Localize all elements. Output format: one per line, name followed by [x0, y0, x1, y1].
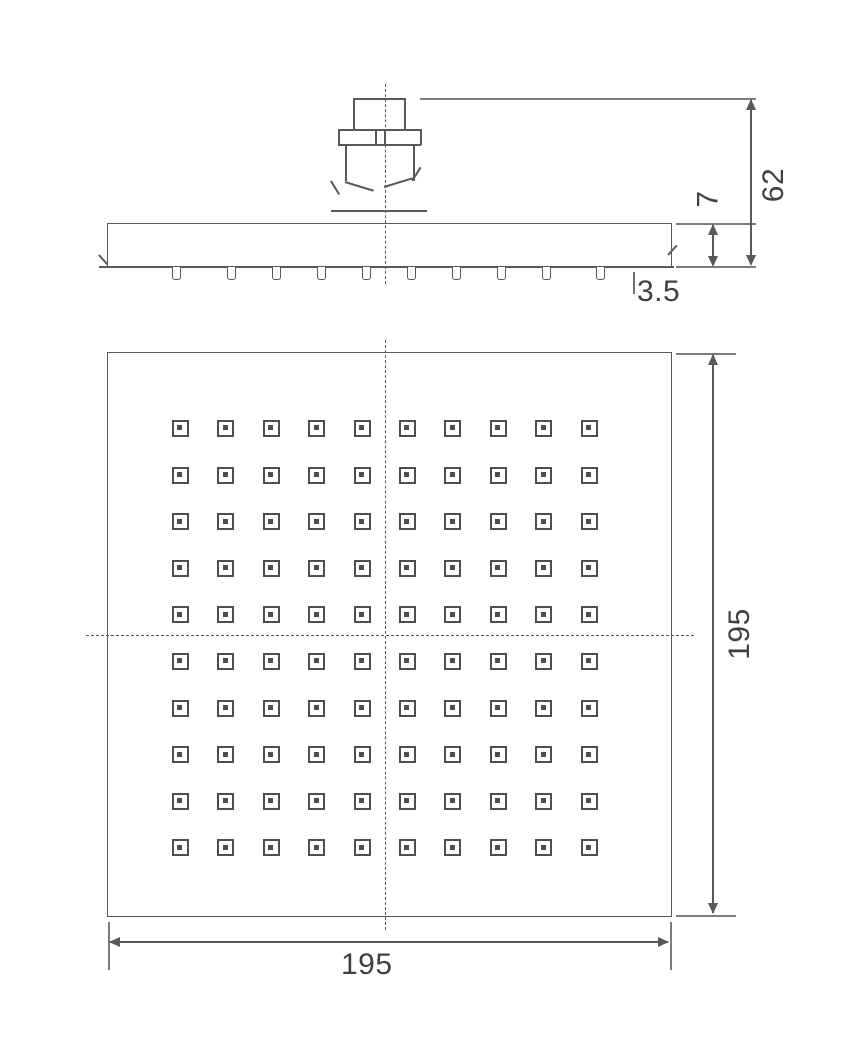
nozzle-center: [450, 752, 455, 757]
nozzle: [354, 560, 371, 577]
dim-label-nozzle-depth: 3.5: [637, 275, 681, 308]
nozzle: [263, 746, 280, 763]
nozzle: [263, 606, 280, 623]
nozzle-center: [495, 612, 500, 617]
stub-left-edge: [353, 98, 355, 130]
nozzle: [490, 793, 507, 810]
nozzle-tooth: [497, 267, 506, 280]
nozzle: [399, 606, 416, 623]
nozzle: [217, 700, 234, 717]
nozzle: [535, 839, 552, 856]
nozzle: [490, 746, 507, 763]
nozzle-center: [404, 565, 409, 570]
nozzle: [172, 839, 189, 856]
nozzle-center: [268, 658, 273, 663]
arrow-left-face-width: [109, 937, 120, 947]
nozzle: [535, 467, 552, 484]
nozzle-center: [177, 472, 182, 477]
neck-base-edge: [331, 210, 427, 212]
nozzle-center: [586, 658, 591, 663]
collar-inner-left: [375, 129, 377, 145]
extension-line-face-bottom: [676, 915, 736, 917]
nozzle: [308, 420, 325, 437]
arrow-up-plate-thickness: [708, 224, 718, 235]
nozzle: [172, 513, 189, 530]
nozzle-tooth: [452, 267, 461, 280]
nozzle: [399, 746, 416, 763]
nozzle: [217, 467, 234, 484]
nozzle: [399, 467, 416, 484]
side-view-center-line: [385, 84, 386, 284]
nozzle-center: [586, 565, 591, 570]
neck-flare-left: [330, 180, 340, 194]
plate-body-outline: [107, 223, 672, 267]
nozzle: [308, 560, 325, 577]
nozzle-center: [314, 519, 319, 524]
nozzle: [308, 793, 325, 810]
nozzle-center: [177, 705, 182, 710]
nozzle-tooth: [317, 267, 326, 280]
nozzle-center: [586, 705, 591, 710]
nozzle: [354, 606, 371, 623]
nozzle-tooth: [272, 267, 281, 280]
nozzle-center: [586, 425, 591, 430]
nozzle-center: [314, 565, 319, 570]
nozzle-tooth: [596, 267, 605, 280]
nozzle-center: [450, 658, 455, 663]
nozzle: [172, 420, 189, 437]
nozzle: [444, 420, 461, 437]
nozzle-center: [541, 705, 546, 710]
nozzle-center: [495, 752, 500, 757]
nozzle-center: [541, 798, 546, 803]
nozzle: [399, 560, 416, 577]
nozzle: [581, 839, 598, 856]
nozzle: [535, 653, 552, 670]
nozzle-center: [223, 425, 228, 430]
nozzle: [535, 746, 552, 763]
nozzle-center: [268, 425, 273, 430]
nozzle-center: [268, 845, 273, 850]
nozzle-center: [495, 705, 500, 710]
nozzle: [535, 560, 552, 577]
nozzle-tooth: [227, 267, 236, 280]
nozzle-center: [586, 845, 591, 850]
nozzle: [263, 793, 280, 810]
neck-taper-right: [384, 177, 413, 187]
nozzle-center: [359, 845, 364, 850]
nozzle-center: [450, 612, 455, 617]
nozzle: [490, 606, 507, 623]
collar-left-edge: [338, 129, 340, 145]
nozzle-center: [495, 472, 500, 477]
nozzle-center: [223, 472, 228, 477]
nozzle: [490, 839, 507, 856]
dim-label-face-width: 195: [341, 948, 393, 981]
nozzle-center: [268, 472, 273, 477]
nozzle: [535, 793, 552, 810]
nozzle-center: [314, 752, 319, 757]
nozzle: [490, 420, 507, 437]
nozzle-center: [586, 519, 591, 524]
nozzle-center: [223, 519, 228, 524]
arrow-down-face-height: [708, 903, 718, 914]
nozzle: [354, 467, 371, 484]
nozzle: [217, 420, 234, 437]
nozzle: [172, 746, 189, 763]
nozzle: [354, 513, 371, 530]
nozzle: [444, 606, 461, 623]
stub-top-edge: [353, 98, 406, 100]
nozzle-center: [541, 752, 546, 757]
nozzle: [444, 513, 461, 530]
nozzle: [399, 420, 416, 437]
nozzle-center: [495, 798, 500, 803]
nozzle-center: [359, 798, 364, 803]
nozzle: [354, 839, 371, 856]
nozzle-center: [177, 658, 182, 663]
nozzle-center: [495, 565, 500, 570]
nozzle: [172, 606, 189, 623]
nozzle-center: [404, 752, 409, 757]
leader-line-nozzle-depth: [633, 272, 635, 294]
nozzle-center: [359, 472, 364, 477]
nozzle-center: [223, 845, 228, 850]
nozzle: [354, 700, 371, 717]
nozzle: [217, 746, 234, 763]
side-elevation-view: [0, 0, 854, 330]
dim-label-plate-thickness: 7: [691, 190, 725, 208]
nozzle-center: [223, 798, 228, 803]
nozzle: [172, 560, 189, 577]
nozzle-center: [404, 425, 409, 430]
nozzle: [444, 653, 461, 670]
nozzle-center: [223, 612, 228, 617]
nozzle-center: [586, 612, 591, 617]
nozzle: [308, 653, 325, 670]
nozzle: [399, 793, 416, 810]
dim-line-face-width: [110, 941, 668, 943]
nozzle: [581, 560, 598, 577]
nozzle-center: [177, 425, 182, 430]
nozzle: [354, 746, 371, 763]
nozzle-center: [495, 519, 500, 524]
nozzle: [535, 700, 552, 717]
nozzle-center: [314, 472, 319, 477]
nozzle-center: [541, 425, 546, 430]
nozzle-center: [359, 705, 364, 710]
nozzle: [308, 746, 325, 763]
nozzle: [263, 700, 280, 717]
nozzle: [217, 606, 234, 623]
nozzle: [581, 420, 598, 437]
nozzle: [581, 746, 598, 763]
nozzle: [581, 700, 598, 717]
nozzle: [581, 513, 598, 530]
arrow-down-overall-height: [746, 255, 756, 266]
nozzle: [217, 560, 234, 577]
plate-bottom-face: [99, 266, 674, 268]
nozzle-center: [404, 519, 409, 524]
nozzle: [490, 560, 507, 577]
nozzle-center: [268, 612, 273, 617]
nozzle: [444, 839, 461, 856]
nozzle-center: [450, 565, 455, 570]
dim-line-face-height: [712, 355, 714, 913]
nozzle: [308, 467, 325, 484]
nozzle: [263, 467, 280, 484]
nozzle-center: [495, 425, 500, 430]
nozzle-center: [177, 519, 182, 524]
nozzle: [308, 700, 325, 717]
nozzle: [490, 653, 507, 670]
neck-left-upper: [345, 145, 347, 181]
nozzle: [581, 606, 598, 623]
dim-label-overall-height: 62: [757, 167, 791, 203]
nozzle: [399, 513, 416, 530]
dim-line-overall-height: [750, 100, 752, 264]
nozzle: [444, 700, 461, 717]
arrow-right-face-width: [658, 937, 669, 947]
nozzle-center: [268, 752, 273, 757]
nozzle: [490, 513, 507, 530]
nozzle-center: [541, 472, 546, 477]
nozzle-center: [541, 845, 546, 850]
nozzle-center: [177, 798, 182, 803]
nozzle-center: [268, 705, 273, 710]
nozzle: [354, 420, 371, 437]
nozzle: [581, 793, 598, 810]
nozzle: [354, 793, 371, 810]
nozzle-center: [450, 845, 455, 850]
nozzle-center: [404, 798, 409, 803]
nozzle: [535, 513, 552, 530]
nozzle-center: [541, 612, 546, 617]
nozzle-center: [404, 845, 409, 850]
nozzle: [490, 700, 507, 717]
nozzle-center: [359, 519, 364, 524]
collar-bottom-edge: [338, 144, 421, 146]
nozzle-center: [495, 658, 500, 663]
nozzle-center: [586, 752, 591, 757]
nozzle-center: [223, 658, 228, 663]
nozzle-center: [541, 658, 546, 663]
extension-line-face-top: [676, 353, 736, 355]
nozzle: [217, 653, 234, 670]
nozzle: [263, 653, 280, 670]
nozzle: [172, 653, 189, 670]
nozzle-center: [314, 658, 319, 663]
nozzle: [354, 653, 371, 670]
nozzle-center: [223, 565, 228, 570]
nozzle: [263, 420, 280, 437]
nozzle: [444, 793, 461, 810]
nozzle-tooth: [407, 267, 416, 280]
nozzle-center: [450, 705, 455, 710]
nozzle-center: [314, 845, 319, 850]
nozzle-center: [541, 519, 546, 524]
nozzle: [581, 653, 598, 670]
nozzle: [399, 700, 416, 717]
nozzle-center: [177, 752, 182, 757]
nozzle-center: [177, 612, 182, 617]
collar-right-edge: [420, 129, 422, 145]
nozzle-center: [450, 425, 455, 430]
nozzle-center: [541, 565, 546, 570]
nozzle: [308, 839, 325, 856]
nozzle-center: [450, 472, 455, 477]
nozzle: [444, 560, 461, 577]
neck-taper-left: [345, 181, 374, 191]
nozzle-center: [586, 472, 591, 477]
nozzle-tooth: [542, 267, 551, 280]
nozzle-center: [223, 752, 228, 757]
nozzle: [263, 839, 280, 856]
nozzle: [444, 467, 461, 484]
nozzle-center: [359, 425, 364, 430]
nozzle: [581, 467, 598, 484]
nozzle: [308, 606, 325, 623]
nozzle-center: [268, 798, 273, 803]
nozzle: [444, 746, 461, 763]
arrow-up-face-height: [708, 354, 718, 365]
nozzle-tooth: [362, 267, 371, 280]
nozzle: [263, 513, 280, 530]
nozzle: [217, 513, 234, 530]
nozzle-center: [450, 798, 455, 803]
nozzle: [217, 839, 234, 856]
nozzle-center: [586, 798, 591, 803]
nozzle-center: [314, 705, 319, 710]
nozzle: [172, 467, 189, 484]
nozzle-center: [450, 519, 455, 524]
dim-label-face-height: 195: [722, 608, 756, 660]
face-horizontal-center-line: [86, 635, 694, 636]
collar-top-edge: [338, 129, 421, 131]
nozzle-center: [495, 845, 500, 850]
nozzle: [172, 793, 189, 810]
nozzle-center: [404, 705, 409, 710]
nozzle: [490, 467, 507, 484]
arrow-up-overall-height: [746, 99, 756, 110]
nozzle-center: [404, 472, 409, 477]
nozzle-center: [177, 565, 182, 570]
nozzle: [399, 839, 416, 856]
extension-line-top: [420, 98, 756, 100]
nozzle: [399, 653, 416, 670]
nozzle-tooth: [172, 267, 181, 280]
nozzle: [172, 700, 189, 717]
nozzle-center: [359, 565, 364, 570]
nozzle-center: [359, 658, 364, 663]
nozzle-center: [359, 752, 364, 757]
nozzle-center: [359, 612, 364, 617]
nozzle: [535, 420, 552, 437]
nozzle-center: [404, 658, 409, 663]
nozzle-center: [223, 705, 228, 710]
nozzle-center: [314, 425, 319, 430]
stub-right-edge: [404, 98, 406, 130]
nozzle-center: [177, 845, 182, 850]
nozzle-center: [404, 612, 409, 617]
nozzle: [535, 606, 552, 623]
nozzle: [263, 560, 280, 577]
nozzle-center: [268, 565, 273, 570]
nozzle-center: [268, 519, 273, 524]
nozzle: [217, 793, 234, 810]
arrow-down-plate-thickness: [708, 256, 718, 267]
nozzle-center: [314, 798, 319, 803]
extension-line-face-right: [670, 922, 672, 970]
nozzle: [308, 513, 325, 530]
nozzle-center: [314, 612, 319, 617]
